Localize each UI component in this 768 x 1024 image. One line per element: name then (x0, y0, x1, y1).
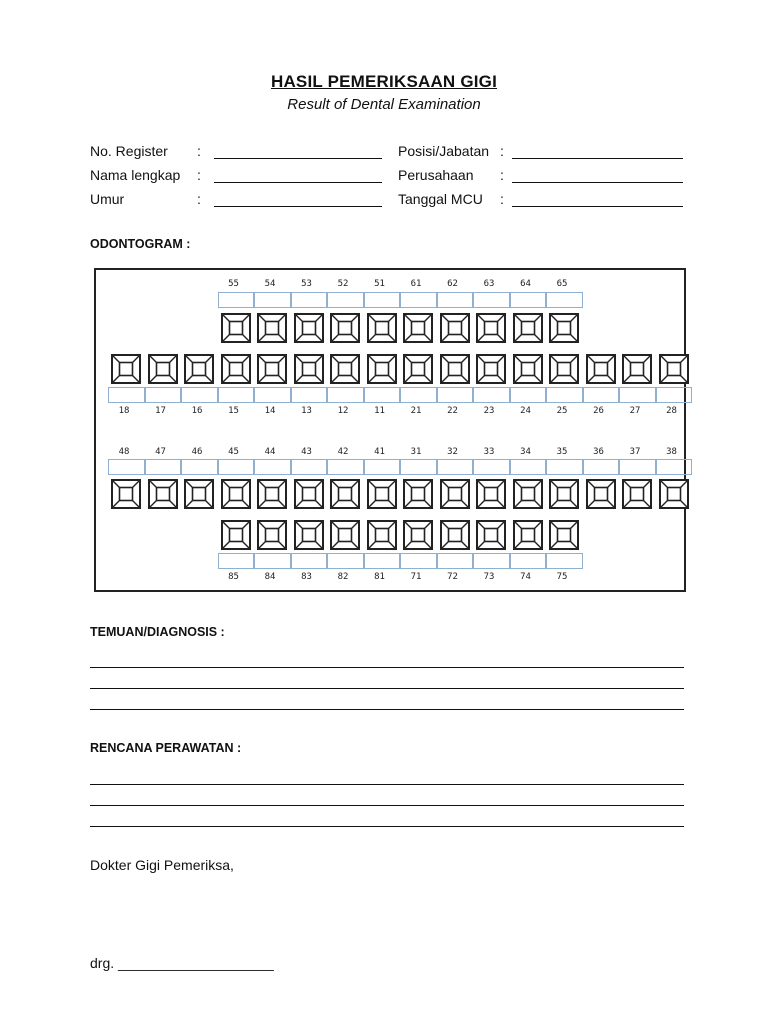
tooth-surface-icon-35[interactable] (549, 479, 579, 509)
tooth-note-box-12[interactable] (327, 387, 364, 403)
tooth-number-17: 17 (155, 406, 166, 416)
tooth-number-84: 84 (264, 572, 276, 582)
tooth-note-box-28[interactable] (656, 387, 693, 403)
tooth-number-24: 24 (520, 406, 531, 416)
tooth-surface-icon-42[interactable] (330, 479, 360, 509)
tooth-number-26: 26 (593, 406, 604, 416)
tooth-note-box-61[interactable] (400, 292, 437, 308)
tooth-number-41: 41 (374, 447, 385, 457)
tooth-note-box-33[interactable] (473, 459, 510, 475)
tanggal-mcu-field[interactable] (512, 206, 683, 207)
tooth-note-box-43[interactable] (291, 459, 328, 475)
tooth-number-42: 42 (337, 447, 349, 457)
field-label-posisi-jabatan: Posisi/Jabatan (398, 143, 490, 159)
page-subtitle: Result of Dental Examination (287, 96, 481, 113)
tooth-note-box-32[interactable] (437, 459, 474, 475)
tooth-surface-icon-84[interactable] (257, 520, 287, 550)
tooth-number-51: 51 (374, 279, 385, 289)
diagnosis-line[interactable] (90, 688, 684, 689)
posisi-jabatan-field[interactable] (512, 158, 683, 159)
tooth-number-46: 46 (191, 447, 203, 457)
tooth-note-box-44[interactable] (254, 459, 291, 475)
tooth-surface-icon-51[interactable] (367, 313, 397, 343)
tooth-note-box-63[interactable] (473, 292, 510, 308)
tooth-surface-icon-85[interactable] (221, 520, 251, 550)
tooth-surface-icon-64[interactable] (513, 313, 543, 343)
tooth-note-box-83[interactable] (291, 553, 328, 569)
tooth-number-53: 53 (301, 279, 312, 289)
tooth-surface-icon-53[interactable] (294, 313, 324, 343)
tooth-surface-icon-28[interactable] (659, 354, 689, 384)
tooth-surface-icon-61[interactable] (403, 313, 433, 343)
tooth-note-box-16[interactable] (181, 387, 218, 403)
tooth-surface-icon-24[interactable] (513, 354, 543, 384)
tooth-number-43: 43 (301, 447, 312, 457)
tooth-surface-icon-11[interactable] (367, 354, 397, 384)
umur-field[interactable] (214, 206, 382, 207)
tooth-surface-icon-55[interactable] (221, 313, 251, 343)
tooth-surface-icon-16[interactable] (184, 354, 214, 384)
tooth-number-83: 83 (301, 572, 312, 582)
tooth-number-47: 47 (155, 447, 166, 457)
tooth-number-62: 62 (447, 279, 458, 289)
tooth-number-71: 71 (410, 572, 422, 582)
field-label-perusahaan: Perusahaan (398, 167, 474, 183)
tooth-note-box-75[interactable] (546, 553, 583, 569)
tooth-surface-icon-72[interactable] (440, 520, 470, 550)
tooth-number-11: 11 (374, 406, 385, 416)
tooth-number-52: 52 (337, 279, 349, 289)
tooth-note-box-24[interactable] (510, 387, 547, 403)
tooth-number-27: 27 (629, 406, 641, 416)
tooth-note-box-14[interactable] (254, 387, 291, 403)
tooth-surface-icon-44[interactable] (257, 479, 287, 509)
tooth-note-box-31[interactable] (400, 459, 437, 475)
tooth-number-35: 35 (556, 447, 568, 457)
odontogram-chart (94, 268, 686, 592)
tooth-surface-icon-27[interactable] (622, 354, 652, 384)
tooth-number-14: 14 (264, 406, 276, 416)
tooth-note-box-34[interactable] (510, 459, 547, 475)
tooth-note-box-85[interactable] (218, 553, 255, 569)
field-separator: : (500, 143, 504, 159)
tooth-note-box-72[interactable] (437, 553, 474, 569)
tooth-number-23: 23 (483, 406, 495, 416)
tooth-surface-icon-62[interactable] (440, 313, 470, 343)
tooth-note-box-27[interactable] (619, 387, 656, 403)
tooth-surface-icon-43[interactable] (294, 479, 324, 509)
tooth-note-box-71[interactable] (400, 553, 437, 569)
tooth-number-28: 28 (666, 406, 677, 416)
doctor-name-field[interactable]: drg. ____________________ (90, 955, 274, 971)
tooth-note-box-15[interactable] (218, 387, 255, 403)
diagnosis-label: TEMUAN/DIAGNOSIS : (90, 625, 225, 639)
tooth-surface-icon-26[interactable] (586, 354, 616, 384)
tooth-note-box-64[interactable] (510, 292, 547, 308)
tooth-number-82: 82 (337, 572, 349, 582)
tooth-surface-icon-38[interactable] (659, 479, 689, 509)
tooth-number-38: 38 (666, 447, 677, 457)
diagnosis-line[interactable] (90, 709, 684, 710)
tooth-number-74: 74 (520, 572, 531, 582)
tooth-note-box-82[interactable] (327, 553, 364, 569)
tooth-surface-icon-34[interactable] (513, 479, 543, 509)
tooth-surface-icon-45[interactable] (221, 479, 251, 509)
tooth-number-34: 34 (520, 447, 531, 457)
signature-label: Dokter Gigi Pemeriksa, (90, 857, 234, 873)
tooth-note-box-53[interactable] (291, 292, 328, 308)
tooth-surface-icon-48[interactable] (111, 479, 141, 509)
tooth-surface-icon-32[interactable] (440, 479, 470, 509)
tooth-note-box-48[interactable] (108, 459, 145, 475)
tooth-note-box-73[interactable] (473, 553, 510, 569)
tooth-note-box-38[interactable] (656, 459, 693, 475)
treatment-line[interactable] (90, 784, 684, 785)
tooth-note-box-21[interactable] (400, 387, 437, 403)
diagnosis-line[interactable] (90, 667, 684, 668)
tooth-note-box-81[interactable] (364, 553, 401, 569)
tooth-number-72: 72 (447, 572, 458, 582)
tooth-number-13: 13 (301, 406, 312, 416)
tooth-number-81: 81 (374, 572, 385, 582)
tooth-note-box-26[interactable] (583, 387, 620, 403)
tooth-surface-icon-83[interactable] (294, 520, 324, 550)
tooth-surface-icon-22[interactable] (440, 354, 470, 384)
tooth-number-44: 44 (264, 447, 276, 457)
tooth-note-box-42[interactable] (327, 459, 364, 475)
tooth-surface-icon-18[interactable] (111, 354, 141, 384)
tooth-note-box-36[interactable] (583, 459, 620, 475)
tooth-surface-icon-31[interactable] (403, 479, 433, 509)
tooth-surface-icon-65[interactable] (549, 313, 579, 343)
tooth-note-box-54[interactable] (254, 292, 291, 308)
field-label-umur: Umur (90, 191, 125, 207)
tooth-number-37: 37 (629, 447, 641, 457)
tooth-surface-icon-13[interactable] (294, 354, 324, 384)
field-label-nama-lengkap: Nama lengkap (90, 167, 181, 183)
field-separator: : (197, 167, 201, 183)
tooth-surface-icon-74[interactable] (513, 520, 543, 550)
odontogram-label: ODONTOGRAM : (90, 237, 191, 251)
tooth-surface-icon-41[interactable] (367, 479, 397, 509)
tooth-note-box-47[interactable] (145, 459, 182, 475)
tooth-note-box-11[interactable] (364, 387, 401, 403)
tooth-note-box-18[interactable] (108, 387, 145, 403)
tooth-number-33: 33 (483, 447, 495, 457)
tooth-number-22: 22 (447, 406, 458, 416)
tooth-note-box-84[interactable] (254, 553, 291, 569)
tooth-surface-icon-82[interactable] (330, 520, 360, 550)
treatment-line[interactable] (90, 826, 684, 827)
perusahaan-field[interactable] (512, 182, 683, 183)
tooth-note-box-22[interactable] (437, 387, 474, 403)
field-label-tanggal-mcu: Tanggal MCU (398, 191, 483, 207)
tooth-note-box-35[interactable] (546, 459, 583, 475)
tooth-number-55: 55 (228, 279, 239, 289)
tooth-surface-icon-37[interactable] (622, 479, 652, 509)
tooth-note-box-74[interactable] (510, 553, 547, 569)
tooth-surface-icon-25[interactable] (549, 354, 579, 384)
tooth-number-65: 65 (556, 279, 568, 289)
tooth-surface-icon-52[interactable] (330, 313, 360, 343)
tooth-number-21: 21 (410, 406, 422, 416)
field-separator: : (500, 191, 504, 207)
tooth-number-73: 73 (483, 572, 495, 582)
tooth-surface-icon-17[interactable] (148, 354, 178, 384)
tooth-note-box-37[interactable] (619, 459, 656, 475)
tooth-number-36: 36 (593, 447, 604, 457)
tooth-number-45: 45 (228, 447, 239, 457)
tooth-surface-icon-36[interactable] (586, 479, 616, 509)
tooth-note-box-41[interactable] (364, 459, 401, 475)
tooth-surface-icon-14[interactable] (257, 354, 287, 384)
tooth-number-64: 64 (520, 279, 531, 289)
tooth-number-18: 18 (118, 406, 130, 416)
tooth-number-31: 31 (410, 447, 422, 457)
tooth-note-box-13[interactable] (291, 387, 328, 403)
tooth-note-box-62[interactable] (437, 292, 474, 308)
tooth-note-box-17[interactable] (145, 387, 182, 403)
tooth-note-box-25[interactable] (546, 387, 583, 403)
field-separator: : (197, 191, 201, 207)
page-title: HASIL PEMERIKSAAN GIGI (270, 72, 498, 91)
field-separator: : (197, 143, 201, 159)
tooth-surface-icon-23[interactable] (476, 354, 506, 384)
tooth-number-54: 54 (264, 279, 276, 289)
nama-lengkap-field[interactable] (214, 182, 382, 183)
treatment-label: RENCANA PERAWATAN : (90, 741, 242, 755)
tooth-note-box-55[interactable] (218, 292, 255, 308)
tooth-number-25: 25 (556, 406, 568, 416)
tooth-surface-icon-63[interactable] (476, 313, 506, 343)
tooth-number-85: 85 (228, 572, 239, 582)
tooth-number-15: 15 (228, 406, 239, 416)
tooth-number-48: 48 (118, 447, 130, 457)
tooth-surface-icon-54[interactable] (257, 313, 287, 343)
tooth-surface-icon-73[interactable] (476, 520, 506, 550)
no-register-field[interactable] (214, 158, 382, 159)
tooth-number-32: 32 (447, 447, 458, 457)
tooth-number-16: 16 (191, 406, 203, 416)
field-label-no-register: No. Register (90, 143, 168, 159)
tooth-number-75: 75 (556, 572, 568, 582)
tooth-note-box-65[interactable] (546, 292, 583, 308)
tooth-note-box-46[interactable] (181, 459, 218, 475)
tooth-note-box-23[interactable] (473, 387, 510, 403)
tooth-number-12: 12 (337, 406, 349, 416)
tooth-surface-icon-71[interactable] (403, 520, 433, 550)
treatment-line[interactable] (90, 805, 684, 806)
tooth-surface-icon-75[interactable] (549, 520, 579, 550)
tooth-note-box-52[interactable] (327, 292, 364, 308)
tooth-number-63: 63 (483, 279, 495, 289)
tooth-surface-icon-47[interactable] (148, 479, 178, 509)
tooth-number-61: 61 (410, 279, 422, 289)
tooth-surface-icon-12[interactable] (330, 354, 360, 384)
tooth-surface-icon-81[interactable] (367, 520, 397, 550)
field-separator: : (500, 167, 504, 183)
tooth-surface-icon-21[interactable] (403, 354, 433, 384)
tooth-surface-icon-33[interactable] (476, 479, 506, 509)
tooth-note-box-45[interactable] (218, 459, 255, 475)
tooth-note-box-51[interactable] (364, 292, 401, 308)
tooth-surface-icon-46[interactable] (184, 479, 214, 509)
tooth-surface-icon-15[interactable] (221, 354, 251, 384)
